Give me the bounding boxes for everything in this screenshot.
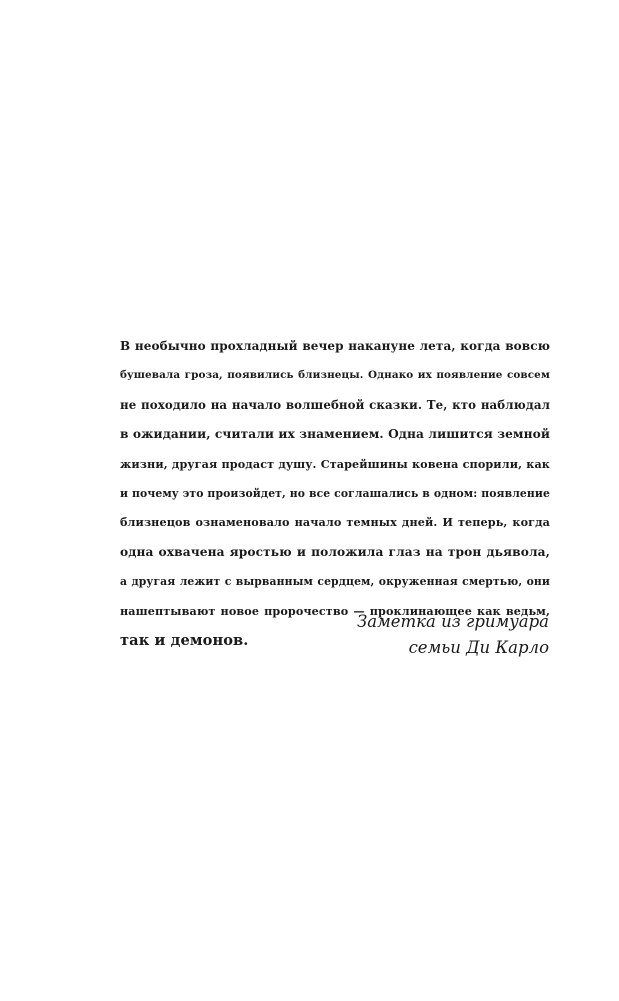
epigraph-line: а другая лежит с вырванным сердцем, окруженная смертью, они xyxy=(120,575,550,589)
attribution-line-source: Заметка из гримуара xyxy=(356,612,549,631)
epigraph-line: В необычно прохладный вечер накануне лета, когда вовсю xyxy=(120,339,550,353)
epigraph-line: в ожидании, считали их знамением. Одна лишится земной xyxy=(120,427,550,442)
epigraph-line: одна охвачена яростью и положила глаз на трон дьявола, xyxy=(120,544,550,559)
epigraph-line: жизни, другая продаст душу. Старейшины ковена спорили, как xyxy=(120,456,550,471)
epigraph-line: не походило на начало волшебной сказки. Те, кто наблюдал xyxy=(120,397,550,412)
epigraph-text xyxy=(120,332,550,655)
attribution-line-family: семьи Ди Карло xyxy=(408,638,549,657)
epigraph-line: бушевала гроза, появились близнецы. Однако их появление совсем xyxy=(120,369,550,382)
epigraph-line: близнецов ознаменовало начало темных дней. И теперь, когда xyxy=(120,515,550,530)
epigraph-line: так и демонов. xyxy=(120,631,249,649)
epigraph-line: и почему это произойдет, но все соглашались в одном: появление xyxy=(120,486,550,500)
epigraph-line: нашептывают новое пророчество — проклинающее как ведьм, xyxy=(120,603,550,618)
epigraph-attribution xyxy=(357,609,549,661)
epigraph-block xyxy=(120,332,550,655)
